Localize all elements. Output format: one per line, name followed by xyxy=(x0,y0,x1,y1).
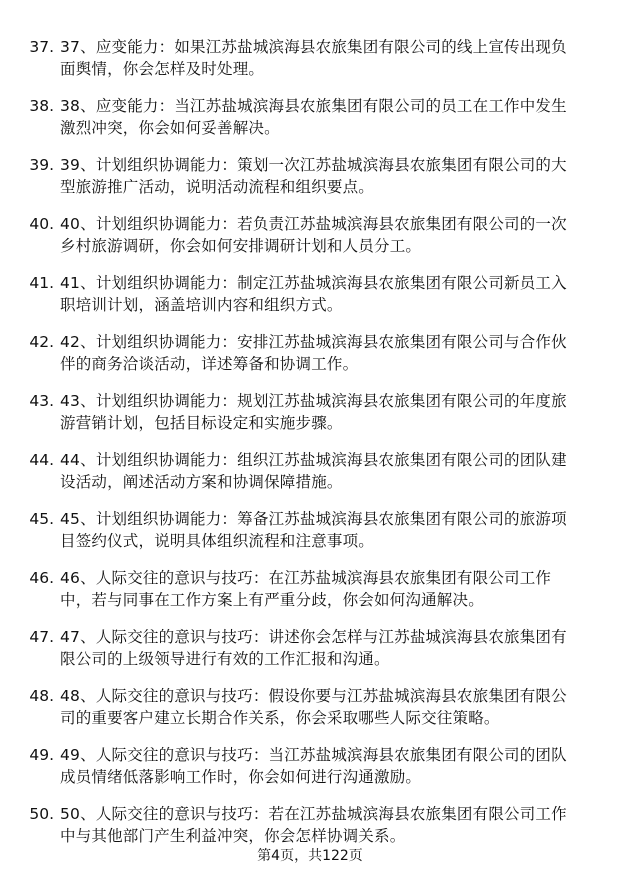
question-number: 43. xyxy=(29,392,54,410)
list-item xyxy=(0,744,620,788)
question-text: 42、计划组织协调能力：安排江苏盐城滨海县农旅集团有限公司与合作伙伴的商务洽谈活动，详述筹备和协调工作。 xyxy=(60,333,567,373)
question-text: 41、计划组织协调能力：制定江苏盐城滨海县农旅集团有限公司新员工入职培训计划，涵盖培训内容和组织方式。 xyxy=(60,274,567,314)
list-item xyxy=(0,626,620,670)
list-item xyxy=(0,685,620,729)
question-text: 50、人际交往的意识与技巧：若在江苏盐城滨海县农旅集团有限公司工作中与其他部门产生利益冲突，你会怎样协调关系。 xyxy=(60,805,567,845)
question-text: 45、计划组织协调能力：筹备江苏盐城滨海县农旅集团有限公司的旅游项目签约仪式，说明具体组织流程和注意事项。 xyxy=(60,510,567,550)
list-item xyxy=(0,36,620,80)
question-number: 45. xyxy=(29,510,54,528)
question-number: 50. xyxy=(29,805,54,823)
question-number: 39. xyxy=(29,156,54,174)
list-item xyxy=(0,508,620,552)
list-item xyxy=(0,95,620,139)
list-item xyxy=(0,213,620,257)
list-item xyxy=(0,567,620,611)
question-text: 49、人际交往的意识与技巧：当江苏盐城滨海县农旅集团有限公司的团队成员情绪低落影响工作时，你会如何进行沟通激励。 xyxy=(60,746,567,786)
question-number: 42. xyxy=(29,333,54,351)
question-text: 40、计划组织协调能力：若负责江苏盐城滨海县农旅集团有限公司的一次乡村旅游调研，你会如何安排调研计划和人员分工。 xyxy=(60,215,567,255)
question-text: 47、人际交往的意识与技巧：讲述你会怎样与江苏盐城滨海县农旅集团有限公司的上级领导进行有效的工作汇报和沟通。 xyxy=(60,628,567,668)
page-number: 第4页，共122页 xyxy=(257,848,363,864)
list-item xyxy=(0,154,620,198)
list-item xyxy=(0,272,620,316)
question-text: 43、计划组织协调能力：规划江苏盐城滨海县农旅集团有限公司的年度旅游营销计划，包括目标设定和实施步骤。 xyxy=(60,392,567,432)
question-text: 39、计划组织协调能力：策划一次江苏盐城滨海县农旅集团有限公司的大型旅游推广活动，说明活动流程和组织要点。 xyxy=(60,156,567,196)
list-item xyxy=(0,331,620,375)
question-number: 49. xyxy=(29,746,54,764)
question-text: 44、计划组织协调能力：组织江苏盐城滨海县农旅集团有限公司的团队建设活动，阐述活动方案和协调保障措施。 xyxy=(60,451,567,491)
question-text: 37、应变能力：如果江苏盐城滨海县农旅集团有限公司的线上宣传出现负面舆情，你会怎样及时处理。 xyxy=(60,38,567,78)
question-number: 38. xyxy=(29,97,54,115)
question-list xyxy=(0,36,620,862)
question-text: 46、人际交往的意识与技巧：在江苏盐城滨海县农旅集团有限公司工作中，若与同事在工作方案上有严重分歧，你会如何沟通解决。 xyxy=(60,569,552,609)
question-number: 40. xyxy=(29,215,54,233)
question-text: 48、人际交往的意识与技巧：假设你要与江苏盐城滨海县农旅集团有限公司的重要客户建立长期合作关系，你会采取哪些人际交往策略。 xyxy=(60,687,567,727)
list-item xyxy=(0,449,620,493)
list-item xyxy=(0,803,620,847)
question-text: 38、应变能力：当江苏盐城滨海县农旅集团有限公司的员工在工作中发生激烈冲突，你会如何妥善解决。 xyxy=(60,97,567,137)
question-number: 48. xyxy=(29,687,54,705)
question-number: 41. xyxy=(29,274,54,292)
question-number: 47. xyxy=(29,628,54,646)
question-number: 46. xyxy=(29,569,54,587)
list-item xyxy=(0,390,620,434)
question-number: 44. xyxy=(29,451,54,469)
question-number: 37. xyxy=(29,38,54,56)
